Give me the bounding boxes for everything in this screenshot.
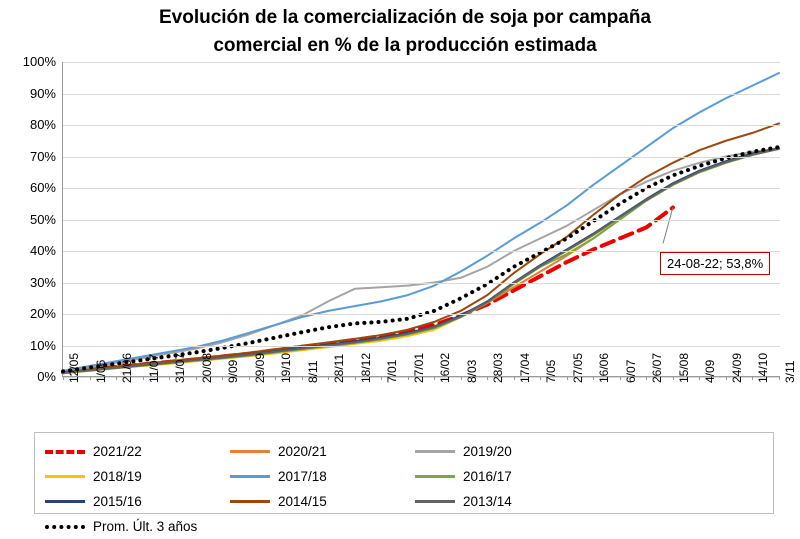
legend-item[interactable] (230, 439, 415, 464)
legend-item[interactable] (415, 489, 600, 514)
x-tick-label: 28/03 (491, 352, 506, 383)
x-tick-label: 19/10 (279, 352, 294, 383)
legend-label: 2015/16 (93, 494, 142, 509)
chart-legend (34, 432, 774, 534)
x-tick (355, 376, 356, 380)
x-tick (461, 376, 462, 380)
legend-item[interactable] (45, 439, 230, 464)
chart-title (60, 4, 750, 59)
legend-item[interactable] (45, 514, 230, 539)
legend-label: 2013/14 (463, 494, 512, 509)
gridline (63, 125, 780, 126)
x-tick (275, 376, 276, 380)
legend-item[interactable] (415, 439, 600, 464)
y-tick-label: 0% (37, 369, 56, 384)
x-tick-label: 26/07 (650, 352, 665, 383)
legend-item[interactable] (45, 489, 230, 514)
legend-label: 2018/19 (93, 469, 142, 484)
x-tick (143, 376, 144, 380)
x-tick (646, 376, 647, 380)
chart-title-line-2: comercial en % de la producción estimada (213, 34, 597, 56)
annotation-text: 24-08-22; 53,8% (667, 256, 764, 271)
x-tick-label: 20/08 (199, 352, 214, 383)
legend-label: 2020/21 (278, 444, 327, 459)
x-tick (514, 376, 515, 380)
x-tick-label: 16/02 (438, 352, 453, 383)
y-tick-label: 80% (29, 117, 56, 132)
y-tick-label: 10% (29, 337, 56, 353)
x-tick (699, 376, 700, 380)
x-tick (63, 376, 64, 380)
legend-item[interactable] (230, 489, 415, 514)
x-tick-label: 14/10 (756, 352, 771, 383)
x-tick (620, 376, 621, 380)
x-tick (381, 376, 382, 380)
x-tick (408, 376, 409, 380)
x-tick (673, 376, 674, 380)
gridline (63, 157, 780, 158)
x-tick-label: 27/05 (570, 352, 585, 383)
legend-item[interactable] (230, 464, 415, 489)
y-tick-label: 20% (29, 306, 56, 321)
legend-label: 2019/20 (463, 444, 512, 459)
x-tick (196, 376, 197, 380)
gridline (63, 220, 780, 221)
y-tick-label: 70% (29, 148, 56, 164)
x-tick (249, 376, 250, 380)
x-tick (567, 376, 568, 380)
x-tick-label: 28/11 (332, 353, 347, 383)
x-tick (434, 376, 435, 380)
y-tick-label: 60% (29, 180, 56, 195)
y-tick-label: 50% (29, 211, 56, 227)
series-line (63, 123, 779, 372)
gridline (63, 314, 780, 315)
x-tick-label: 12/05 (67, 352, 81, 383)
legend-label: 2014/15 (278, 494, 327, 509)
x-tick-label: 31/07 (173, 352, 188, 383)
x-tick-label: 7/01 (385, 359, 400, 383)
x-tick (328, 376, 329, 380)
gridline (63, 62, 780, 63)
gridline (63, 283, 780, 284)
x-tick-label: 9/09 (226, 359, 241, 383)
x-tick-label: 1/06 (93, 359, 108, 383)
gridline (63, 94, 780, 95)
x-tick (487, 376, 488, 380)
x-tick (302, 376, 303, 380)
gridline (63, 188, 780, 189)
legend-item[interactable] (415, 464, 600, 489)
x-tick (169, 376, 170, 380)
x-tick-label: 15/08 (676, 352, 691, 383)
x-tick-label: 18/12 (358, 352, 373, 383)
x-tick-label: 8/03 (464, 359, 479, 383)
legend-label: 2017/18 (278, 469, 327, 484)
annotation-callout (660, 252, 770, 275)
x-tick (222, 376, 223, 380)
x-tick (752, 376, 753, 380)
x-tick-label: 21/06 (120, 352, 135, 383)
chart-title-line-1: Evolución de la comercialización de soja por campaña (158, 7, 652, 28)
x-tick-label: 6/07 (623, 359, 638, 383)
x-tick-label: 24/09 (729, 352, 744, 383)
plot-area (62, 62, 780, 377)
x-tick-label: 27/01 (411, 352, 426, 383)
legend-label: 2021/22 (93, 444, 142, 459)
x-tick-label: 3/11 (783, 360, 797, 383)
series-line (63, 208, 673, 373)
x-tick (90, 376, 91, 380)
y-tick-label: 90% (29, 85, 56, 101)
x-tick-label: 29/09 (252, 352, 267, 383)
y-tick-label: 30% (29, 274, 56, 290)
legend-label: 2016/17 (463, 469, 512, 484)
gridline (63, 346, 780, 347)
x-tick-label: 17/04 (517, 352, 532, 383)
x-tick-label: 7/05 (544, 359, 559, 383)
x-tick (726, 376, 727, 380)
x-tick (779, 376, 780, 380)
x-tick-label: 4/09 (703, 359, 718, 383)
x-tick (116, 376, 117, 380)
x-tick-label: 16/06 (597, 352, 612, 383)
y-tick-label: 100% (22, 54, 56, 69)
x-tick (540, 376, 541, 380)
legend-label: Prom. Últ. 3 años (93, 519, 198, 534)
y-tick-label: 40% (29, 243, 56, 258)
x-tick (593, 376, 594, 380)
x-tick-label: 8/11 (305, 360, 320, 383)
x-tick-label: 11/07 (146, 353, 161, 383)
legend-item[interactable] (45, 464, 230, 489)
